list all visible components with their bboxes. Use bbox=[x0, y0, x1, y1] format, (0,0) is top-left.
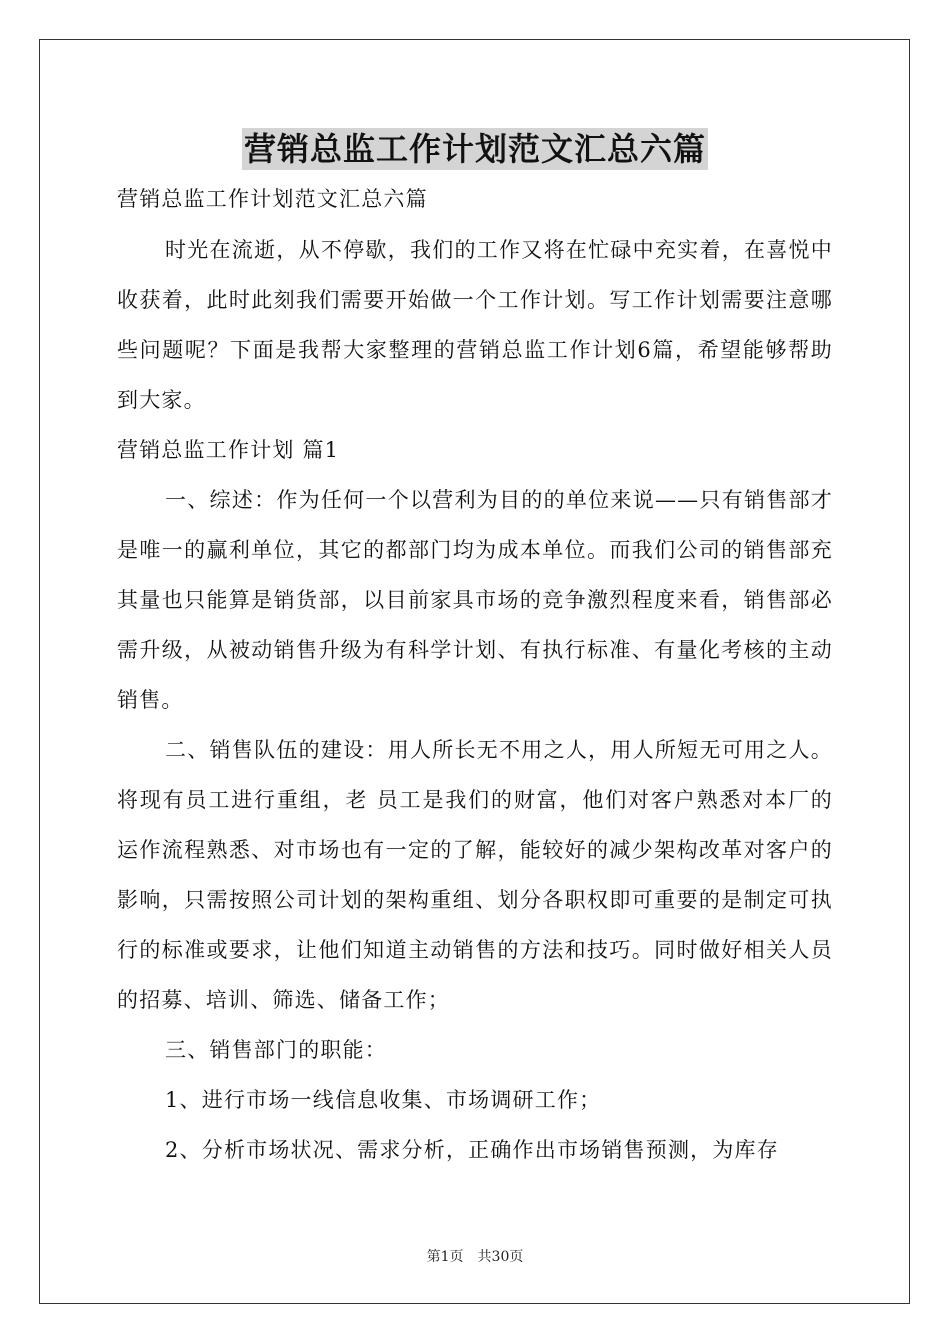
paragraph: 营销总监工作计划 篇1 bbox=[117, 438, 340, 462]
document-body bbox=[117, 180, 833, 1175]
title-container bbox=[0, 128, 950, 170]
paragraph: 一、综述：作为任何一个以营利为目的的单位来说——只有销售部才是唯一的赢利单位，其它的都部门均为成本单位。而我们公司的销售部充其量也只能算是销货部，以目前家具市场的竞争激烈程度来看，销售部必需升级，从被动销售升级为有科学计划、有执行标准、有量化考核的主动销售。 bbox=[117, 488, 833, 712]
paragraph: 三、销售部门的职能： bbox=[165, 1038, 387, 1062]
paragraph: 时光在流逝，从不停歇，我们的工作又将在忙碌中充实着，在喜悦中收获着，此时此刻我们需要开始做一个工作计划。写工作计划需要注意哪些问题呢？下面是我帮大家整理的营销总监工作计划6篇，希望能够帮助到大家。 bbox=[117, 238, 833, 412]
paragraph: 2、分析市场状况、需求分析，正确作出市场销售预测，为库存 bbox=[165, 1138, 779, 1162]
paragraph: 二、销售队伍的建设：用人所长无不用之人，用人所短无可用之人。将现有员工进行重组，老 员工是我们的财富，他们对客户熟悉对本厂的运作流程熟悉、对市场也有一定的了解，能较好的减少架构改革对客户的影响，只需按照公司计划的架构重组、划分各职权即可重要的是制定可执行的标准或要求，让他们知道主动销售的方法和技巧。同时做好相关人员的招募、培训、筛选、储备工作； bbox=[117, 738, 833, 1012]
paragraph: 1、进行市场一线信息收集、市场调研工作； bbox=[165, 1088, 602, 1112]
paragraph: 营销总监工作计划范文汇总六篇 bbox=[117, 187, 428, 211]
document-title: 营销总监工作计划范文汇总六篇 bbox=[243, 130, 706, 168]
page-footer: 第1页 共30页 bbox=[426, 1249, 524, 1265]
